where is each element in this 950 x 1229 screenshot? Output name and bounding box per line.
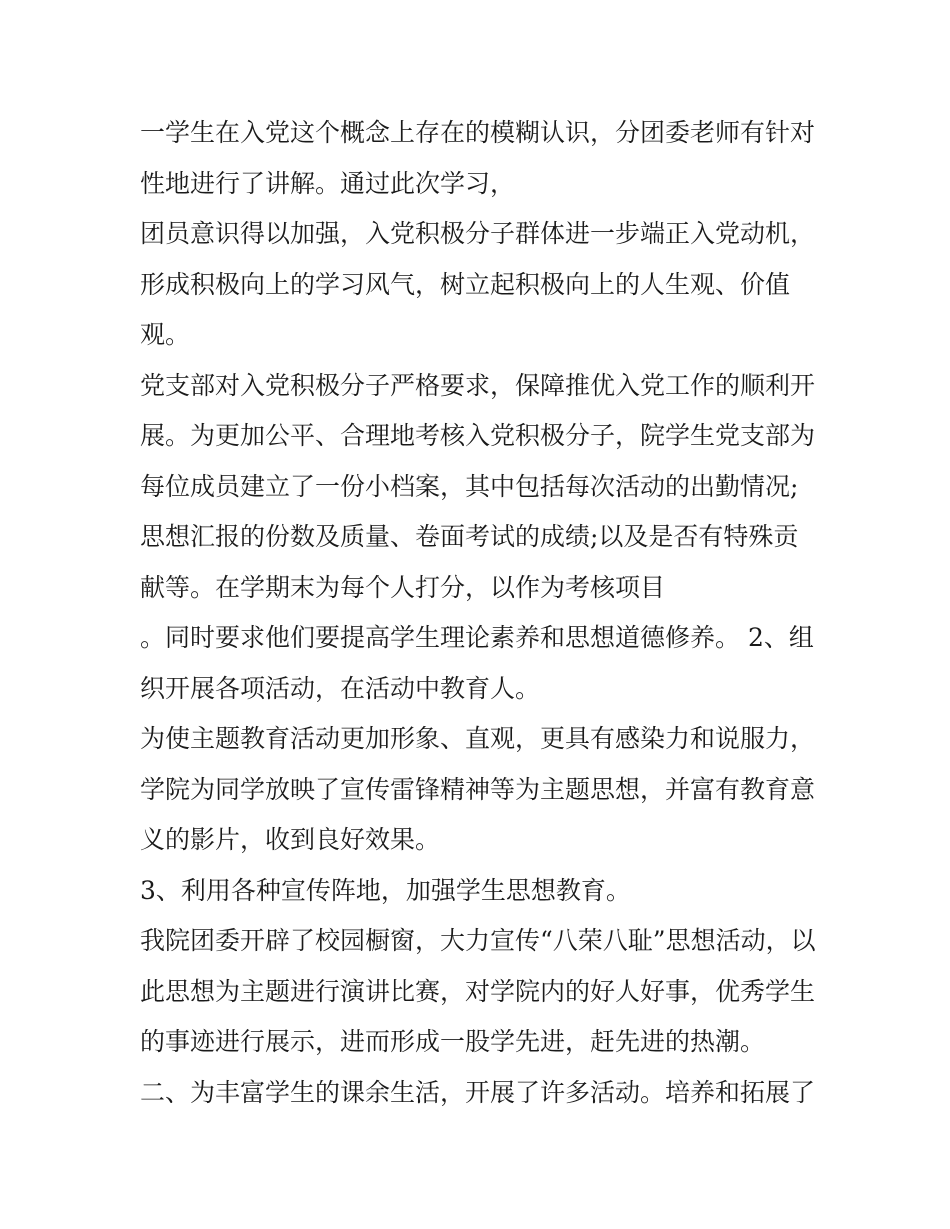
text-line: 为使主题教育活动更加形象、直观，更具有感染力和说服力，: [140, 724, 816, 753]
text-line: 每位成员建立了一份小档案，其中包括每次活动的出勤情况;: [140, 471, 799, 501]
document-body: [140, 108, 820, 1118]
text-line: 形成积极向上的学习风气，树立起积极向上的人生观、价值: [140, 269, 791, 299]
text-line: 3、利用各种宣传阵地，加强学生思想教育。: [140, 875, 631, 905]
text-line: 党支部对入党积极分子严格要求，保障推优入党工作的顺利开: [140, 370, 816, 400]
text-line: 观。: [140, 320, 191, 349]
text-line: 思想汇报的份数及质量、卷面考试的成绩;以及是否有特殊贡: [140, 522, 799, 551]
text-line: 此思想为主题进行演讲比赛，对学院内的好人好事，优秀学生: [140, 976, 816, 1006]
text-line: 二、为丰富学生的课余生活，开展了许多活动。培养和拓展了: [140, 1077, 816, 1107]
text-line: 学院为同学放映了宣传雷锋精神等为主题思想，并富有教育意: [140, 774, 816, 804]
text-line: 一学生在入党这个概念上存在的模糊认识，分团委老师有针对: [140, 118, 816, 147]
text-line: 性地进行了讲解。通过此次学习，: [140, 168, 516, 198]
text-line: 我院团委开辟了校园橱窗，大力宣传“八荣八耻”思想活动，以: [140, 926, 816, 955]
text-line: 义的影片，收到良好效果。: [140, 825, 441, 854]
text-line: 的事迹进行展示，进而形成一股学先进，赶先进的热潮。: [140, 1027, 766, 1056]
text-line: 展。为更加公平、合理地考核入党积极分子，院学生党支部为: [140, 421, 816, 450]
text-line: 织开展各项活动，在活动中教育人。: [140, 673, 541, 703]
text-line: 团员意识得以加强，入党积极分子群体进一步端正入党动机，: [140, 219, 816, 248]
text-line: 献等。在学期末为每个人打分，以作为考核项目: [140, 572, 666, 602]
text-line: 。同时要求他们要提高学生理论素养和思想道德修养。 2、组: [140, 623, 814, 652]
